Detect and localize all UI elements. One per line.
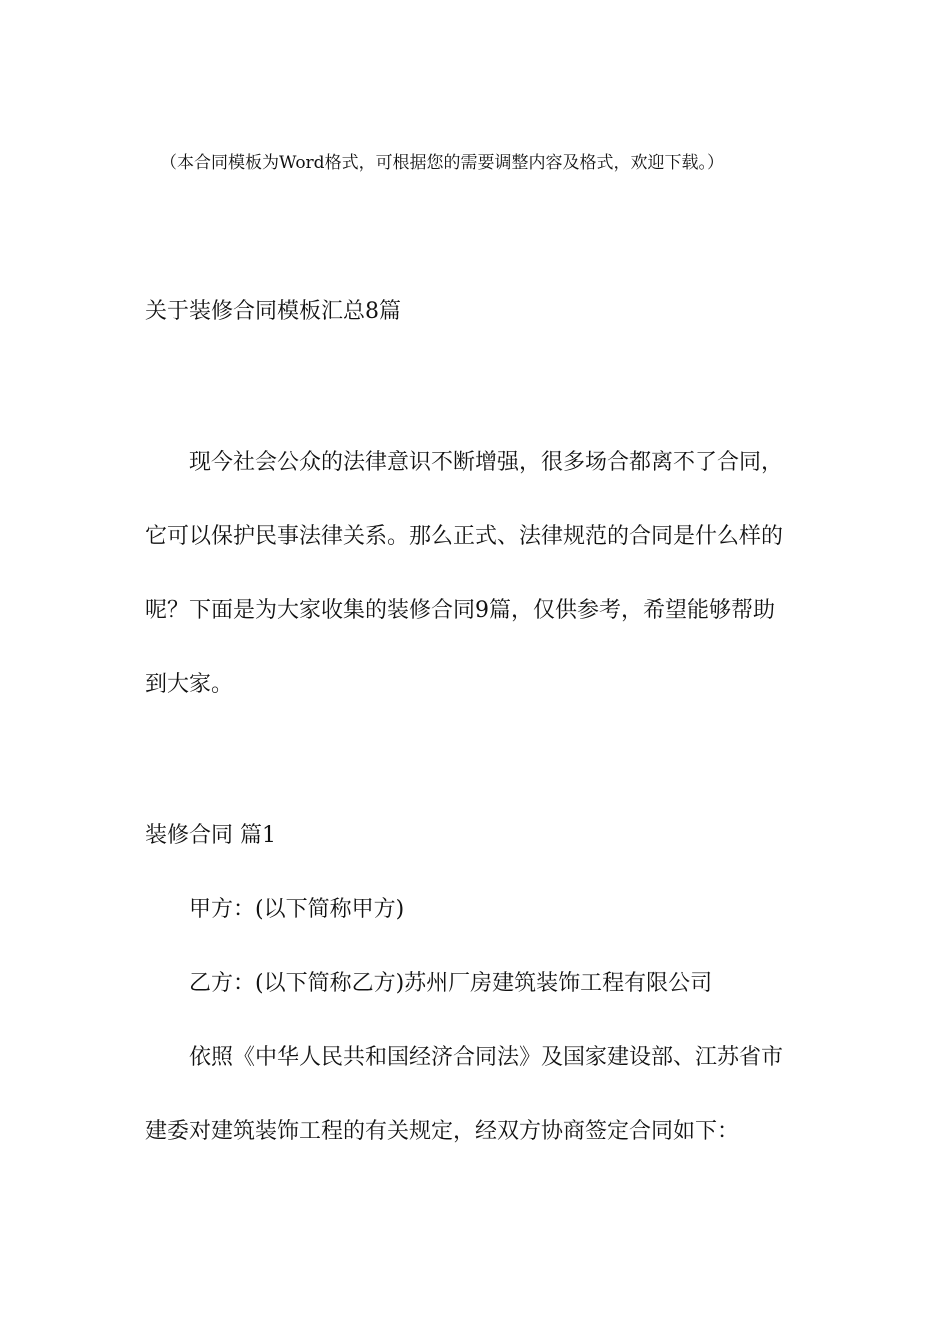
template-note: （本合同模板为Word格式，可根据您的需要调整内容及格式，欢迎下载。） [160, 153, 725, 173]
basis-line: 依照《中华人民共和国经济合同法》及国家建设部、江苏省市 [189, 1045, 784, 1070]
document-title: 关于装修合同模板汇总8篇 [145, 299, 401, 324]
intro-line: 呢？下面是为大家收集的装修合同9篇，仅供参考，希望能够帮助 [145, 598, 775, 623]
party-a-line: 甲方：(以下简称甲方) [189, 897, 405, 922]
intro-line: 它可以保护民事法律关系。那么正式、法律规范的合同是什么样的 [145, 524, 784, 549]
section-heading: 装修合同 篇1 [145, 823, 276, 848]
intro-line: 现今社会公众的法律意识不断增强，很多场合都离不了合同， [189, 450, 784, 475]
party-b-line: 乙方：(以下简称乙方)苏州厂房建筑装饰工程有限公司 [189, 971, 713, 996]
basis-line: 建委对建筑装饰工程的有关规定，经双方协商签定合同如下： [145, 1119, 740, 1144]
intro-line: 到大家。 [145, 672, 234, 697]
